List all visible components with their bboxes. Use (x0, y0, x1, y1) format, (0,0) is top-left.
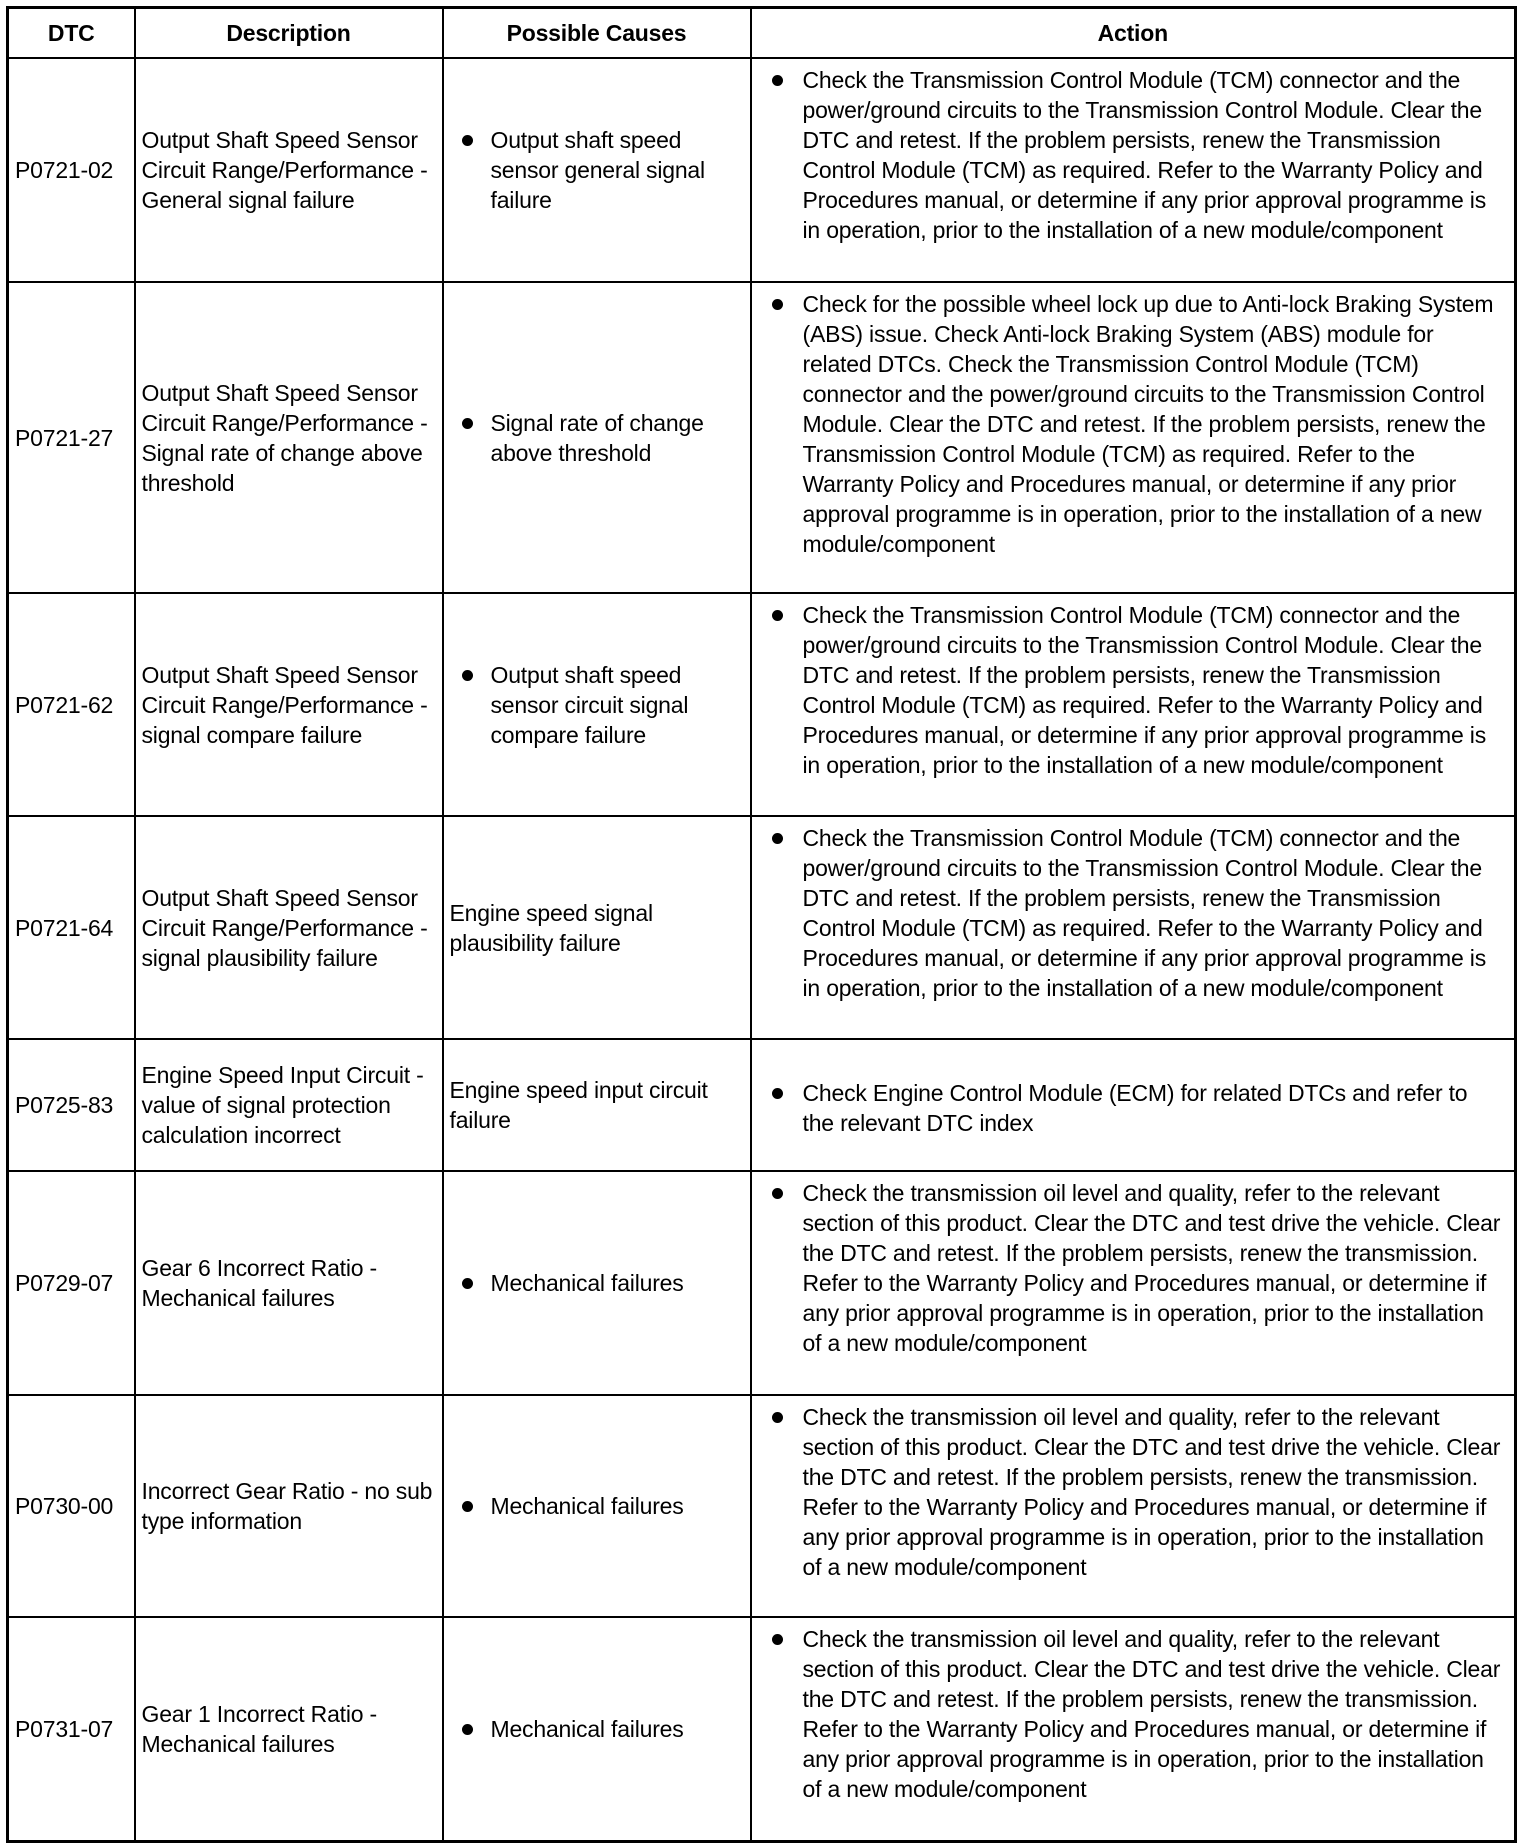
action-cell (751, 1171, 1516, 1395)
bullet-icon (772, 299, 783, 310)
action-text: Check the Transmission Control Module (TCM) connector and the power/ground circuits to the Transmission Control Module. Clear the DTC and retest. If the problem persists, renew the Transmission Control Module (TCM) as required. Refer to the Warranty Policy and Procedures manual, or determine if any prior approval programme is in operation, prior to the installation of a new module/component (802, 67, 1487, 243)
bullet-icon (772, 1088, 783, 1099)
description: Gear 6 Incorrect Ratio - Mechanical failures (135, 1171, 443, 1395)
dtc-code: P0729-07 (8, 1171, 135, 1395)
bullet-icon (462, 670, 473, 681)
action-cell (751, 1617, 1516, 1841)
dtc-table (6, 6, 1517, 1843)
action-cell (751, 1395, 1516, 1617)
possible-cause: Engine speed input circuit failure (449, 1077, 708, 1133)
description: Incorrect Gear Ratio - no sub type information (135, 1395, 443, 1617)
action-text: Check the transmission oil level and quality, refer to the relevant section of this product. Clear the DTC and test drive the vehicle. Clear the DTC and retest. If the problem persists, renew the transmission. Refer to the Warranty Policy and Procedures manual, or determine if any prior approval programme is in operation, prior to the installation of a new module/component (802, 1180, 1501, 1356)
dtc-code: P0731-07 (8, 1617, 135, 1841)
bullet-icon (772, 610, 783, 621)
dtc-code: P0721-02 (8, 58, 135, 282)
action-text-wrap (752, 1178, 1505, 1358)
bullet-icon (772, 75, 783, 86)
action-text: Check the Transmission Control Module (TCM) connector and the power/ground circuits to the Transmission Control Module. Clear the DTC and retest. If the problem persists, renew the Transmission Control Module (TCM) as required. Refer to the Warranty Policy and Procedures manual, or determine if any prior approval programme is in operation, prior to the installation of a new module/component (802, 602, 1487, 778)
header-possible-causes: Possible Causes (443, 8, 751, 59)
possible-cause-cell (443, 593, 751, 816)
possible-cause: Output shaft speed sensor general signal failure (490, 127, 705, 213)
action-text-wrap (752, 1402, 1505, 1582)
header-row (8, 8, 1516, 59)
bullet-icon (462, 1501, 473, 1512)
possible-cause-wrap (444, 408, 744, 468)
possible-cause-cell (443, 282, 751, 593)
dtc-code: P0721-64 (8, 816, 135, 1039)
action-cell (751, 58, 1516, 282)
possible-cause-cell (443, 1395, 751, 1617)
possible-cause-wrap (444, 1268, 744, 1298)
possible-cause: Mechanical failures (490, 1493, 684, 1519)
possible-cause-cell (443, 1617, 751, 1841)
action-text-wrap (752, 289, 1505, 559)
action-text: Check the transmission oil level and quality, refer to the relevant section of this product. Clear the DTC and test drive the vehicle. Clear the DTC and retest. If the problem persists, renew the transmission. Refer to the Warranty Policy and Procedures manual, or determine if any prior approval programme is in operation, prior to the installation of a new module/component (802, 1626, 1501, 1802)
table-row (8, 58, 1516, 282)
action-text: Check Engine Control Module (ECM) for related DTCs and refer to the relevant DTC index (802, 1080, 1468, 1136)
table-row (8, 282, 1516, 593)
description: Output Shaft Speed Sensor Circuit Range/Performance - Signal rate of change above threshold (135, 282, 443, 593)
possible-cause-wrap (444, 1491, 744, 1521)
possible-cause-wrap (444, 660, 744, 750)
table-row (8, 1395, 1516, 1617)
table-row (8, 816, 1516, 1039)
action-text-wrap (752, 65, 1505, 245)
table-row (8, 1617, 1516, 1841)
action-cell (751, 593, 1516, 816)
action-text-wrap (752, 823, 1505, 1003)
header-action: Action (751, 8, 1516, 59)
possible-cause-cell (443, 1039, 751, 1171)
description: Output Shaft Speed Sensor Circuit Range/Performance - signal compare failure (135, 593, 443, 816)
bullet-icon (772, 1412, 783, 1423)
action-text: Check the transmission oil level and quality, refer to the relevant section of this product. Clear the DTC and test drive the vehicle. Clear the DTC and retest. If the problem persists, renew the transmission. Refer to the Warranty Policy and Procedures manual, or determine if any prior approval programme is in operation, prior to the installation of a new module/component (802, 1404, 1501, 1580)
bullet-icon (462, 135, 473, 146)
action-cell (751, 1039, 1516, 1171)
bullet-icon (462, 1724, 473, 1735)
header-dtc: DTC (8, 8, 135, 59)
dtc-code: P0721-27 (8, 282, 135, 593)
dtc-code: P0725-83 (8, 1039, 135, 1171)
possible-cause-wrap (444, 1714, 744, 1744)
possible-cause: Mechanical failures (490, 1270, 684, 1296)
possible-cause-cell (443, 58, 751, 282)
table-row (8, 1039, 1516, 1171)
action-text: Check the Transmission Control Module (TCM) connector and the power/ground circuits to the Transmission Control Module. Clear the DTC and retest. If the problem persists, renew the Transmission Control Module (TCM) as required. Refer to the Warranty Policy and Procedures manual, or determine if any prior approval programme is in operation, prior to the installation of a new module/component (802, 825, 1487, 1001)
possible-cause: Engine speed signal plausibility failure (449, 899, 653, 956)
description: Engine Speed Input Circuit - value of signal protection calculation incorrect (135, 1039, 443, 1171)
possible-cause-cell (443, 1171, 751, 1395)
action-cell (751, 282, 1516, 593)
dtc-code: P0721-62 (8, 593, 135, 816)
possible-cause-cell (443, 816, 751, 1039)
possible-cause: Signal rate of change above threshold (490, 409, 704, 466)
action-text-wrap (752, 1078, 1505, 1138)
dtc-code: P0730-00 (8, 1395, 135, 1617)
bullet-icon (462, 1278, 473, 1289)
description: Output Shaft Speed Sensor Circuit Range/Performance - General signal failure (135, 58, 443, 282)
action-cell (751, 816, 1516, 1039)
possible-cause: Mechanical failures (490, 1715, 684, 1742)
possible-cause-wrap (444, 125, 744, 215)
header-description: Description (135, 8, 443, 59)
description: Gear 1 Incorrect Ratio - Mechanical failures (135, 1617, 443, 1841)
action-text-wrap (752, 600, 1505, 780)
bullet-icon (462, 418, 473, 429)
action-text-wrap (752, 1624, 1505, 1804)
bullet-icon (772, 833, 783, 844)
table-row (8, 1171, 1516, 1395)
possible-cause: Output shaft speed sensor circuit signal compare failure (490, 661, 689, 748)
table-row (8, 593, 1516, 816)
action-text: Check for the possible wheel lock up due to Anti-lock Braking System (ABS) issue. Check Anti-lock Braking System (ABS) module for related DTCs. Check the Transmission Control Module (TCM) connector and the power/ground circuits to the Transmission Control Module. Clear the DTC and retest. If the problem persists, renew the Transmission Control Module (TCM) as required. Refer to the Warranty Policy and Procedures manual, or determine if any prior approval programme is in operation, prior to the installation of a new module/component (802, 291, 1494, 557)
bullet-icon (772, 1188, 783, 1199)
description: Output Shaft Speed Sensor Circuit Range/Performance - signal plausibility failure (135, 816, 443, 1039)
bullet-icon (772, 1634, 783, 1645)
